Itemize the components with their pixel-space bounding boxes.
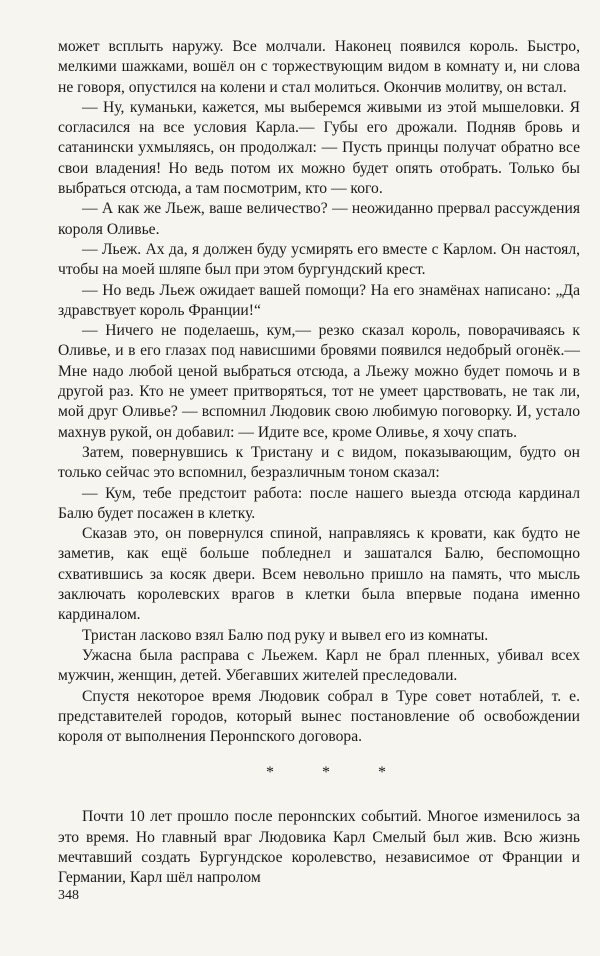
section-separator: * * * [266, 764, 408, 782]
paragraph: Сказав это, он повернулся спиной, направляясь к кровати, как будто не заметив, как ещё больше побледнел и зашатался Балю, беспомощно схватившись за косяк двери. Всем невольно пришло на память, что мысль заключать королевских врагов в клетки была впервые подана именно кардиналом. [58, 525, 580, 624]
paragraph: — Кум, тебе предстоит работа: после нашего выезда отсюда кардинал Балю будет посажен в клетку. [58, 484, 580, 522]
paragraph: — А как же Льеж, ваше величество? — неожиданно прервал рассуждения короля Оливье. [58, 200, 580, 238]
paragraph: Ужасна была расправа с Льежем. Карл не брал пленных, убивал всех мужчин, женщин, детей. Убегавших жителей преследовали. [58, 646, 580, 685]
paragraph: — Льеж. Ах да, я должен буду усмирять его вместе с Карлом. Он настоял, чтобы на моей шляпе был при этом бургундский крест. [58, 240, 580, 279]
paragraph: Тристан ласково взял Балю под руку и вывел его из комнаты. [82, 626, 489, 644]
paragraph: Спустя некоторое время Людовик собрал в Туре совет нотаблей, т. е. представителей городов, который вынес постановление об освобождении короля от выполнения Перонnского договора. [58, 687, 580, 746]
paragraph: может всплыть наружу. Все молчали. Наконец появился король. Быстро, мелкими шажками, вошёл он с торжествующим видом в комнату и, ни слова не говоря, опустился на колени и стал молиться. Окончив молитву, он встал. [58, 38, 580, 96]
paragraph: — Но ведь Льеж ожидает вашей помощи? На его знамёнах написано: „Да здравствует король Франции!“ [58, 281, 580, 319]
page-number: 348 [58, 888, 79, 903]
paragraph: — Ничего не поделаешь, кум,— резко сказал король, поворачиваясь к Оливье, и в его глазах под нависшими бровями появился недобрый огонёк.— Мне надо любой ценой выбраться отсюда, а Льежу можно будет помочь и в другой раз. Кто не умеет притворяться, тот не умеет царствовать, не так ли, мой друг Оливье? — вспомнил Людовик свою любимую поговорку. И, устало махнув рукой, он добавил: — Идите все, кроме Оливье, я хочу спать. [58, 322, 580, 441]
body-text [58, 37, 580, 747]
final-paragraph: Почти 10 лет прошло после перонnских событий. Многое изменилось за это время. Но главный враг Людовика Карл Смелый был жив. Всю жизнь мечтавший создать Бургундское королевство, независимое от Франции и Германии, Карл шёл напролом [58, 808, 580, 887]
paragraph: Затем, повернувшись к Тристану и с видом, показывающим, будто он только сейчас это вспомнил, безразличным тоном сказал: [58, 443, 580, 482]
paragraph: — Ну, куманьки, кажется, мы выберемся живыми из этой мышеловки. Я согласился на все условия Карла.— Губы его дрожали. Подняв бровь и сатанински ухмыляясь, он продолжал: — Пусть принцы получат обратно все свои владения! Но ведь потом их можно будет опять отобрать. Только бы выбраться отсюда, а там посмотрим, кто — кого. [58, 98, 580, 198]
